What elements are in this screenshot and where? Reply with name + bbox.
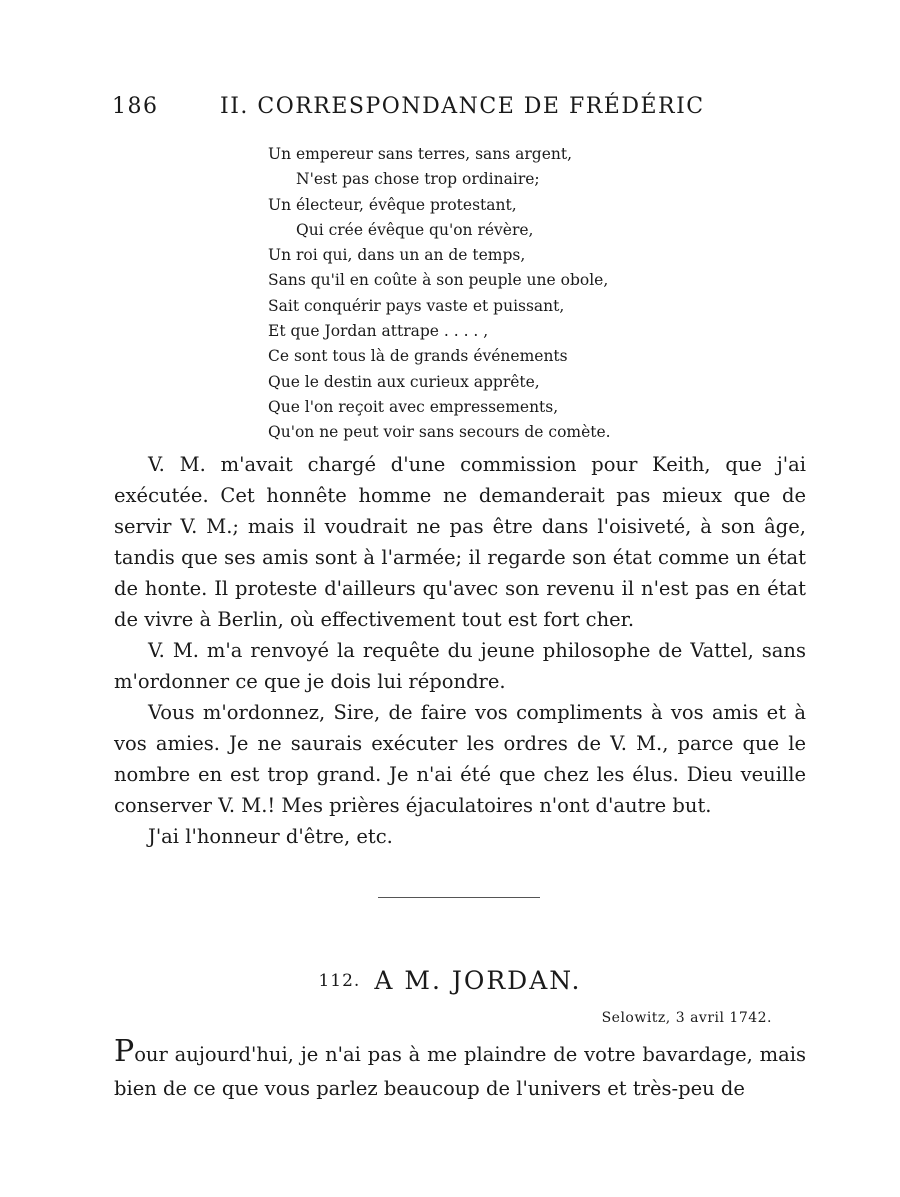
letter-dateline: Selowitz, 3 avril 1742. (601, 1010, 772, 1026)
poem-line: Que le destin aux curieux apprête, (268, 372, 540, 391)
paragraph: J'ai l'honneur d'être, etc. (148, 825, 393, 848)
poem-line: Un électeur, évêque protestant, (268, 195, 517, 214)
letter-body (114, 449, 806, 852)
poem-line: Sait conquérir pays vaste et puissant, (268, 296, 565, 315)
poem-line: Sans qu'il en coûte à son peuple une obole, (268, 271, 609, 290)
poem-block (268, 142, 611, 446)
letter-opening (114, 1034, 806, 1106)
poem-line: Ce sont tous là de grands événements (268, 347, 568, 366)
paragraph: V. M. m'a renvoyé la requête du jeune philosophe de Vattel, sans m'ordonner ce que je dois lui répondre. (114, 639, 806, 693)
section-divider (378, 897, 540, 898)
poem-line: Un empereur sans terres, sans argent, (268, 145, 573, 163)
drop-cap: P (114, 1034, 135, 1069)
running-title: II. CORRESPONDANCE DE FRÉDÉRIC (220, 94, 705, 119)
poem-line: Qu'on ne peut voir sans secours de comète. (268, 423, 611, 442)
opening-text: our aujourd'hui, je n'ai pas à me plaindre de votre bavardage, mais bien de ce que vous parlez beaucoup de l'univers et très-peu de (114, 1043, 806, 1100)
poem-line: Et que Jordan attrape . . . . , (268, 322, 489, 341)
letter-title: A M. JORDAN. (374, 966, 582, 995)
page-number: 186 (112, 94, 159, 119)
poem-line: N'est pas chose trop ordinaire; (296, 170, 540, 189)
letter-heading (0, 966, 900, 995)
poem-line: Un roi qui, dans un an de temps, (268, 246, 526, 265)
poem-line: Que l'on reçoit avec empressements, (268, 397, 559, 416)
paragraph: V. M. m'avait chargé d'une commission pour Keith, que j'ai exécutée. Cet honnête homme ne demanderait pas mieux que de servir V. M.; mais il voudrait ne pas être dans l'oisiveté, à son âge, tandis que ses amis sont à l'armée; il regarde son état comme un état de honte. Il proteste d'ailleurs qu'avec son revenu il n'est pas en état de vivre à Berlin, où effectivement tout est fort cher. (114, 453, 806, 631)
paragraph: Vous m'ordonnez, Sire, de faire vos compliments à vos amis et à vos amies. Je ne saurais exécuter les ordres de V. M., parce que le nombre en est trop grand. Je n'ai été que chez les élus. Dieu veuille conserver V. M.! Mes prières éjaculatoires n'ont d'autre but. (114, 701, 806, 817)
poem-line: Qui crée évêque qu'on révère, (296, 220, 534, 239)
letter-number: 112. (318, 971, 361, 991)
